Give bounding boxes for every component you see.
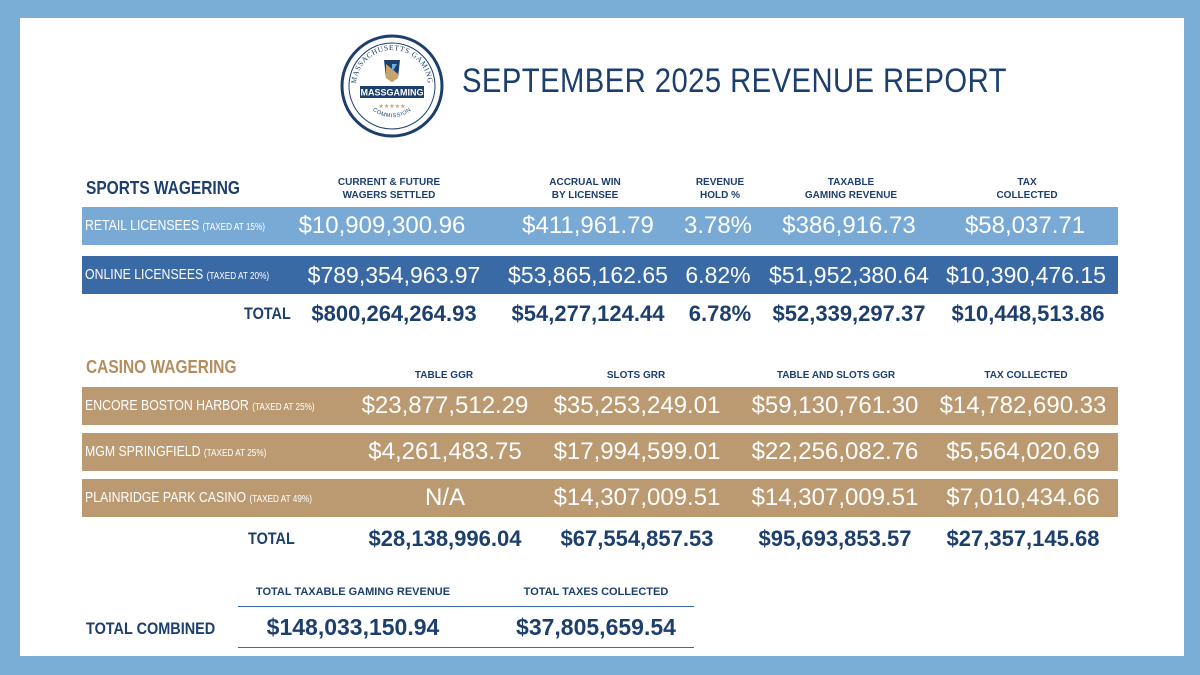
table-cell: $411,961.79 <box>522 212 654 239</box>
row-label: MGM SPRINGFIELD (TAXED AT 25%) <box>85 443 267 460</box>
sports-total-label: TOTAL <box>244 304 291 323</box>
row-label: RETAIL LICENSEES (TAXED AT 15%) <box>85 217 266 234</box>
table-row-plainridge-park-casino <box>82 479 1118 517</box>
sports-section-title: SPORTS WAGERING <box>86 178 240 198</box>
table-cell: $14,307,009.51 <box>751 484 919 511</box>
svg-text:MASSACHUSETTS GAMING: MASSACHUSETTS GAMING <box>348 42 435 85</box>
row-label: ONLINE LICENSEES (TAXED AT 20%) <box>85 266 270 283</box>
massgaming-logo <box>340 34 444 138</box>
casino-total-cell: $27,357,145.68 <box>946 526 1100 551</box>
sports-total-cell: $54,277,124.44 <box>511 301 665 326</box>
casino-total-cell: $95,693,853.57 <box>758 526 912 551</box>
sports-col-header: CURRENT & FUTURE WAGERS SETTLED <box>337 177 441 201</box>
casino-section-title: CASINO WAGERING <box>86 357 237 377</box>
combined-total-label: TOTAL COMBINED <box>86 619 216 638</box>
table-cell: 6.82% <box>685 262 751 288</box>
sports-col-header: TAX COLLECTED <box>996 177 1058 201</box>
table-row-encore-boston-harbor <box>82 387 1118 425</box>
table-cell: $51,952,380.64 <box>769 262 929 288</box>
table-cell: $789,354,963.97 <box>307 262 481 288</box>
svg-text:★★★★★: ★★★★★ <box>378 104 406 110</box>
table-row-mgm-springfield <box>82 433 1118 471</box>
sports-total-cell: $52,339,297.37 <box>772 301 926 326</box>
table-cell: $4,261,483.75 <box>368 438 522 465</box>
casino-col-header: TAX COLLECTED <box>984 370 1068 381</box>
casino-col-header: TABLE GGR <box>414 370 474 381</box>
combined-col-header: TOTAL TAXABLE GAMING REVENUE <box>255 586 451 598</box>
table-cell: $59,130,761.30 <box>751 392 919 419</box>
table-cell: $10,390,476.15 <box>946 262 1106 288</box>
table-cell: $14,307,009.51 <box>553 484 721 511</box>
row-label: PLAINRIDGE PARK CASINO (TAXED AT 49%) <box>85 489 312 506</box>
table-cell: $14,782,690.33 <box>939 392 1107 419</box>
casino-col-header: TABLE AND SLOTS GGR <box>776 370 896 381</box>
table-cell: $35,253,249.01 <box>553 392 721 419</box>
sports-total-cell: 6.78% <box>688 301 752 326</box>
report-card <box>20 18 1184 656</box>
table-row-retail-licensees <box>82 207 1118 245</box>
combined-col-header: TOTAL TAXES COLLECTED <box>523 586 669 598</box>
casino-col-header: SLOTS GRR <box>606 370 666 381</box>
table-cell: $23,877,512.29 <box>361 392 529 419</box>
row-label: ENCORE BOSTON HARBOR (TAXED AT 25%) <box>85 397 315 414</box>
sports-total-cell: $800,264,264.93 <box>311 301 477 326</box>
table-row-online-licensees <box>82 256 1118 294</box>
divider <box>238 606 694 607</box>
table-cell: N/A <box>424 484 465 511</box>
svg-text:COMMISSION: COMMISSION <box>371 106 413 120</box>
casino-total-cell: $28,138,996.04 <box>368 526 522 551</box>
svg-text:MASSGAMING: MASSGAMING <box>360 87 424 98</box>
table-cell: $53,865,162.65 <box>508 262 668 288</box>
table-cell: $58,037.71 <box>964 212 1086 239</box>
casino-total-label: TOTAL <box>248 529 295 548</box>
divider <box>238 647 694 648</box>
table-cell: $7,010,434.66 <box>946 484 1100 511</box>
combined-total-taxes: $37,805,659.54 <box>516 614 676 640</box>
sports-col-header: TAXABLE GAMING REVENUE <box>804 177 898 201</box>
sports-col-header: ACCRUAL WIN BY LICENSEE <box>549 177 621 201</box>
sports-total-cell: $10,448,513.86 <box>951 301 1105 326</box>
table-cell: $386,916.73 <box>782 212 916 239</box>
casino-total-cell: $67,554,857.53 <box>560 526 714 551</box>
sports-col-header: REVENUE HOLD % <box>695 177 745 201</box>
table-cell: $10,909,300.96 <box>298 212 466 239</box>
table-cell: $17,994,599.01 <box>553 438 721 465</box>
table-cell: 3.78% <box>683 212 753 239</box>
page-title: SEPTEMBER 2025 REVENUE REPORT <box>462 62 1007 100</box>
table-cell: $22,256,082.76 <box>751 438 919 465</box>
combined-total-revenue: $148,033,150.94 <box>266 614 440 640</box>
table-cell: $5,564,020.69 <box>946 438 1100 465</box>
